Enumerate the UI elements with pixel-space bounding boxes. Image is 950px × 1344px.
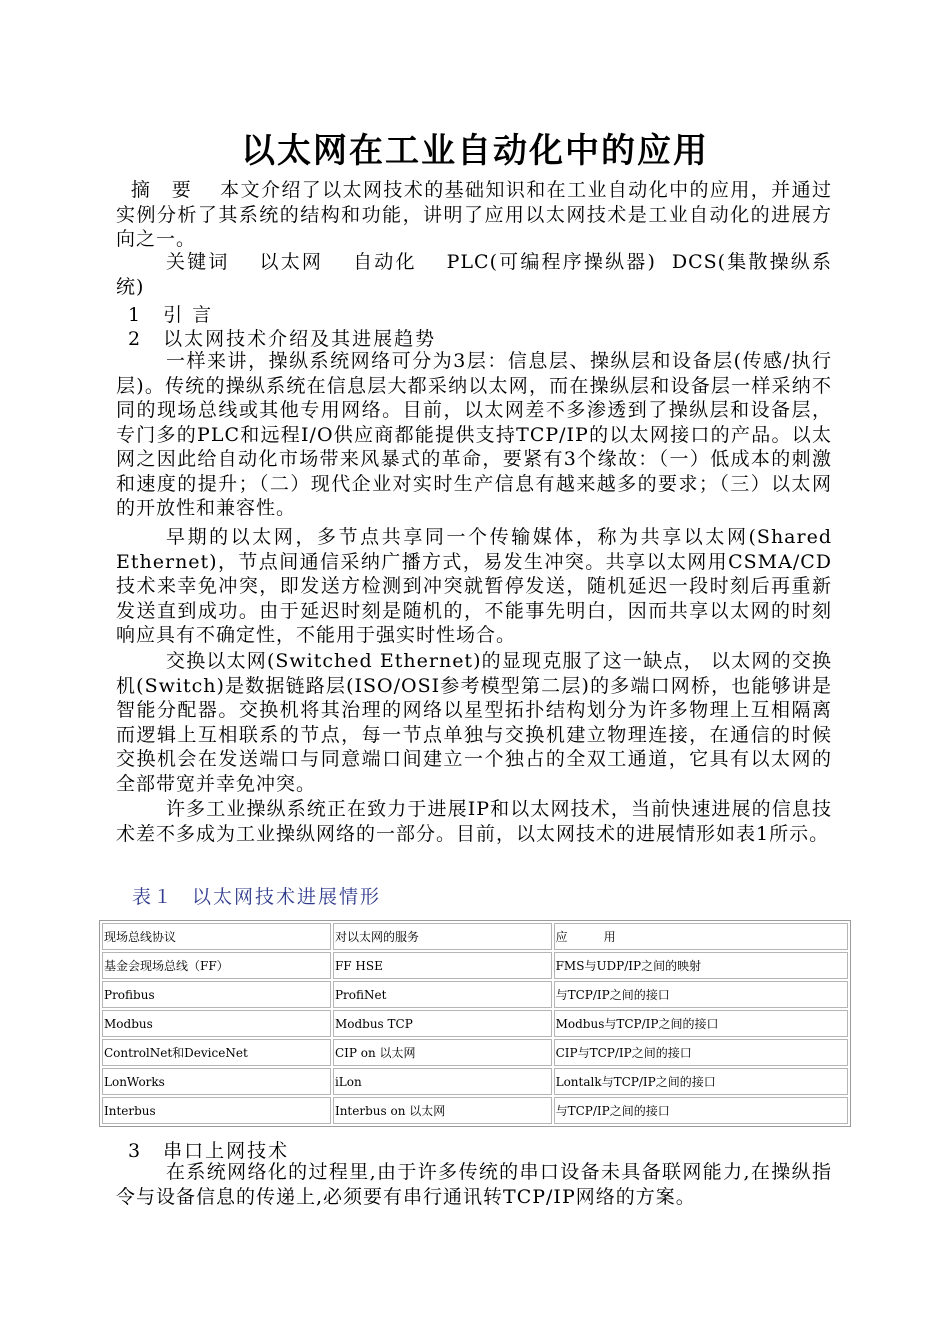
keyword-item: DCS(集散操纵系统) — [116, 251, 832, 298]
table-header-cell: 现场总线协议 — [102, 923, 331, 950]
keyword-item: 自动化 — [353, 251, 417, 273]
document-title: 以太网在工业自动化中的应用 — [241, 131, 709, 171]
section-heading-3: 3 串口上网技术 — [128, 1140, 290, 1162]
paragraph: 许多工业操纵系统正在致力于进展IP和以太网技术，当前快速进展的信息技术差不多成为工业操纵网络的一部分。目前，以太网技术的进展情形如表1所示。 — [116, 798, 832, 845]
table-cell: FMS与UDP/IP之间的映射 — [554, 952, 848, 979]
table-caption — [132, 882, 381, 909]
keyword-item: 以太网 — [259, 251, 324, 273]
table-header-cell: 应 用 — [554, 923, 848, 950]
table-cell: 与TCP/IP之间的接口 — [554, 1097, 848, 1124]
abstract — [116, 178, 832, 252]
table-row — [102, 1010, 848, 1037]
table-cell: ControlNet和DeviceNet — [102, 1039, 331, 1066]
table-cell: FF HSE — [333, 952, 552, 979]
abstract-text: 本文介绍了以太网技术的基础知识和在工业自动化中的应用，并通过实例分析了其系统的结构和功能，讲明了应用以太网技术是工业自动化的进展方向之一。 — [116, 179, 832, 250]
paragraph: 一样来讲，操纵系统网络可分为3层：信息层、操纵层和设备层(传感/执行层)。传统的操纵系统在信息层大都采纳以太网，而在操纵层和设备层一样采纳不同的现场总线或其他专用网络。目前，以太网差不多渗透到了操纵层和设备层，专门多的PLC和远程I/O供应商都能提供支持TCP/IP的以太网接口的产品。以太网之因此给自动化市场带来风暴式的革命，要紧有3个缘故：（一）低成本的刺激和速度的提升；（二）现代企业对实时生产信息有越来越多的要求；（三）以太网的开放性和兼容性。 — [116, 350, 832, 519]
table-cell: CIP on 以太网 — [333, 1039, 552, 1066]
table-cell: Interbus on 以太网 — [333, 1097, 552, 1124]
abstract-label: 摘 要 — [130, 179, 193, 201]
table-row — [102, 1068, 848, 1095]
keyword-item: PLC(可编程序操纵器) — [446, 251, 656, 273]
table-cell: 与TCP/IP之间的接口 — [554, 981, 848, 1008]
table-header-cell: 对以太网的服务 — [333, 923, 552, 950]
table-cell: Modbus — [102, 1010, 331, 1037]
paragraph: 交换以太网(Switched Ethernet)的显现克服了这一缺点， 以太网的交换机(Switch)是数据链路层(ISO/OSI参考模型第二层)的多端口网桥，也能够讲是智能分配器。交换机将其治理的网络以星型拓扑结构划分为许多物理上互相隔离而逻辑上互相联系的节点，每一节点单独与交换机建立物理连接，在通信的时候交换机会在发送端口与同意端口间建立一个独占的全双工通道，它具有以太网的全部带宽并幸免冲突。 — [116, 650, 832, 795]
paragraph: 在系统网络化的过程里,由于许多传统的串口设备未具备联网能力,在操纵指令与设备信息的传递上,必须要有串行通讯转TCP/IP网络的方案。 — [116, 1161, 832, 1208]
table-cell: Lontalk与TCP/IP之间的接口 — [554, 1068, 848, 1095]
table-header-row — [102, 923, 848, 950]
table-caption-text: 以太网技术进展情形 — [192, 886, 382, 908]
table-cell: Modbus TCP — [333, 1010, 552, 1037]
table-caption-number: 表１ — [132, 887, 175, 908]
section-heading-2: 2 以太网技术介绍及其进展趋势 — [128, 328, 437, 350]
table-cell: CIP与TCP/IP之间的接口 — [554, 1039, 848, 1066]
paragraph: 早期的以太网，多节点共享同一个传输媒体，称为共享以太网(Shared Ethernet)，节点间通信采纳广播方式，易发生冲突。共享以太网用CSMA/CD技术来幸免冲突，即发送方检测到冲突就暂停发送，随机延迟一段时刻后再重新发送直到成功。由于延迟时刻是随机的，不能事先明白，因而共享以太网的时刻响应具有不确定性，不能用于强实时性场合。 — [116, 526, 832, 646]
section-heading-1: 1 引 言 — [128, 304, 214, 326]
keywords-label: 关键词 — [166, 251, 230, 273]
ethernet-tech-table — [99, 920, 851, 1127]
table-cell: 基金会现场总线（FF） — [102, 952, 331, 979]
table-cell: iLon — [333, 1068, 552, 1095]
table-row — [102, 1097, 848, 1124]
table-cell: LonWorks — [102, 1068, 331, 1095]
table-cell: Modbus与TCP/IP之间的接口 — [554, 1010, 848, 1037]
table-cell: Profibus — [102, 981, 331, 1008]
table-cell: Interbus — [102, 1097, 331, 1124]
table-cell: ProfiNet — [333, 981, 552, 1008]
table-row — [102, 1039, 848, 1066]
keywords — [116, 250, 832, 299]
table-row — [102, 981, 848, 1008]
table-row — [102, 952, 848, 979]
